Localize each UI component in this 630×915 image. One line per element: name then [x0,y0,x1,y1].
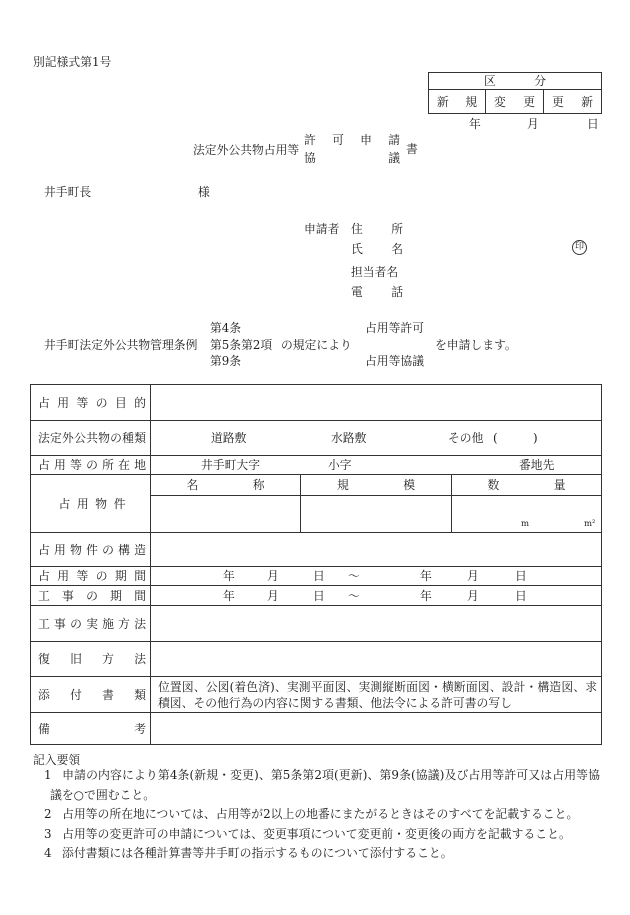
note-text: 占用等の所在地については、占用等が2以上の地番にまたがるときはそのすべてを記載すること。 [62,807,579,821]
construction-method-label: 工事の実施方法 [38,616,146,631]
period-start-month: 月 [267,569,279,583]
period-end-year: 年 [420,569,432,583]
option-other-paren: ( ) [493,431,538,445]
seal-mark: 印 [572,240,587,255]
occupancy-period-label: 占用等の期間 [38,569,146,583]
addressee-name: 井手町長 [44,185,92,199]
objects-quantity-header: 数量 [487,478,566,492]
title-consultation: 協議 [304,151,400,165]
article-4: 第4条 [210,321,242,335]
table-row [31,421,602,456]
purpose-label: 占用等の目的 [38,395,146,410]
article-9: 第9条 [210,354,242,368]
unit-meter: m [521,519,530,529]
construction-start-day: 日 [313,588,325,603]
applicant-label: 申請者 [304,222,340,236]
property-type-label-cell [31,421,151,456]
restoration-label-cell [31,642,151,677]
objects-quantity-header-cell [452,475,602,496]
attachments-label-cell [31,677,151,713]
title-suffix: 書 [406,142,418,156]
notes-list [44,766,600,864]
list-item [44,766,600,805]
category-new-cell [429,90,486,114]
applicant-name-label: 氏名 [351,242,403,256]
occupancy-period-value-cell [151,567,602,586]
unit-square-meter: m² [584,519,596,529]
location-oaza: 井手町大字 [201,458,260,472]
category-renewal: 更新 [552,94,593,109]
attachments-text: 位置図、公図(着色済)、実測平面図、実測縦断面図・横断面図、設計・構造図、求積図、その他行為の内容に関する書類、他法令による許可書の写し [158,680,598,710]
property-type-label: 法定外公共物の種類 [38,431,146,445]
phone-label: 電話 [351,285,403,299]
note-text: 添付書類には各種計算書等井手町の指示するものについて添付すること。 [62,846,453,860]
restoration-label: 復旧方法 [38,652,146,666]
list-item [44,825,600,845]
objects-name-header: 名称 [186,478,265,492]
location-koaza: 小字 [328,458,352,472]
purpose-label-cell [31,385,151,421]
objects-quantity-value-cell [452,496,602,533]
occupancy-period-label-cell [31,567,151,586]
period-end-day: 日 [515,569,527,583]
applicant-address-label: 住所 [351,222,403,236]
construction-end-day: 日 [515,588,527,603]
note-number: 1 [44,768,52,782]
form-number: 別記様式第1号 [33,55,112,69]
ordinance-name: 井手町法定外公共物管理条例 [44,338,198,352]
construction-period-label: 工事の期間 [38,588,146,603]
table-row [31,586,602,606]
objects-scale-value-cell [301,496,452,533]
ordinance-closing: を申請します。 [435,338,517,352]
date-year-label: 年 [469,117,481,131]
construction-start-month: 月 [267,588,279,603]
list-item [44,844,600,864]
objects-label: 占用物件 [58,496,126,511]
contact-person-label: 担当者名 [351,265,399,279]
note-number: 4 [44,846,52,860]
construction-start-year: 年 [223,588,235,603]
location-banchi: 番地先 [519,458,555,472]
table-row [31,606,602,642]
table-row [31,677,602,713]
construction-period-label-cell [31,586,151,606]
category-new: 新規 [437,94,477,109]
notes-heading: 記入要領 [33,753,81,767]
type-permit: 占用等許可 [365,321,424,335]
table-row [31,456,602,475]
category-renewal-cell [544,90,602,114]
location-value-cell [151,456,602,475]
construction-period-value-cell [151,586,602,606]
date-day-label: 日 [587,117,599,131]
construction-method-value-cell [151,606,602,642]
application-details-table [30,384,602,745]
table-row [31,385,602,421]
property-type-value-cell [151,421,602,456]
option-waterway: 水路敷 [331,431,367,445]
category-options-row [429,90,602,114]
restoration-value-cell [151,642,602,677]
title-permit-application: 許可申請 [304,133,400,147]
purpose-value-cell [151,385,602,421]
objects-label-cell [31,475,151,533]
note-number: 2 [44,807,52,821]
note-text: 占用等の変更許可の申請については、変更事項について変更前・変更後の両方を記載すること。 [62,826,571,841]
table-row [31,642,602,677]
remarks-label: 備考 [38,721,146,736]
table-row [31,713,602,745]
date-month-label: 月 [527,117,539,131]
construction-method-label-cell [31,606,151,642]
period-start-day: 日 [313,569,325,583]
category-header-row [429,73,602,90]
objects-name-value-cell [151,496,301,533]
table-row [31,567,602,586]
note-text: 申請の内容により第4条(新規・変更)、第5条第2項(更新)、第9条(協議)及び占用等許可又は占用等協議を○で囲むこと。 [50,768,600,802]
category-change-cell [486,90,544,114]
option-other: その他 [448,431,484,445]
option-road: 道路敷 [211,431,247,445]
type-consultation: 占用等協議 [365,354,424,368]
construction-end-month: 月 [467,588,479,603]
attachments-label: 添付書類 [38,687,146,702]
objects-scale-header: 規模 [337,478,415,492]
construction-end-year: 年 [420,588,432,603]
remarks-value-cell [151,713,602,745]
category-box [428,72,602,114]
objects-name-header-cell [151,475,301,496]
location-label-cell [31,456,151,475]
period-end-month: 月 [467,569,479,583]
note-number: 3 [44,826,52,841]
category-header-cell [429,73,602,90]
remarks-label-cell [31,713,151,745]
addressee-honorific: 様 [198,185,210,199]
construction-range-mark: 〜 [348,588,360,603]
location-label: 占用等の所在地 [38,458,146,472]
period-range-mark: 〜 [348,569,360,583]
structure-label: 占用物件の構造 [38,542,146,557]
objects-scale-header-cell [301,475,452,496]
title-prefix: 法定外公共物占用等 [193,143,300,157]
article-5-2: 第5条第2項 [210,338,273,352]
table-row [31,533,602,567]
category-change: 変更 [494,94,535,109]
attachments-value-cell [151,677,602,713]
structure-value-cell [151,533,602,567]
table-row [31,475,602,496]
structure-label-cell [31,533,151,567]
period-start-year: 年 [223,569,235,583]
list-item [44,805,600,825]
ordinance-connector: の規定により [281,338,352,352]
category-header: 区分 [484,73,546,88]
